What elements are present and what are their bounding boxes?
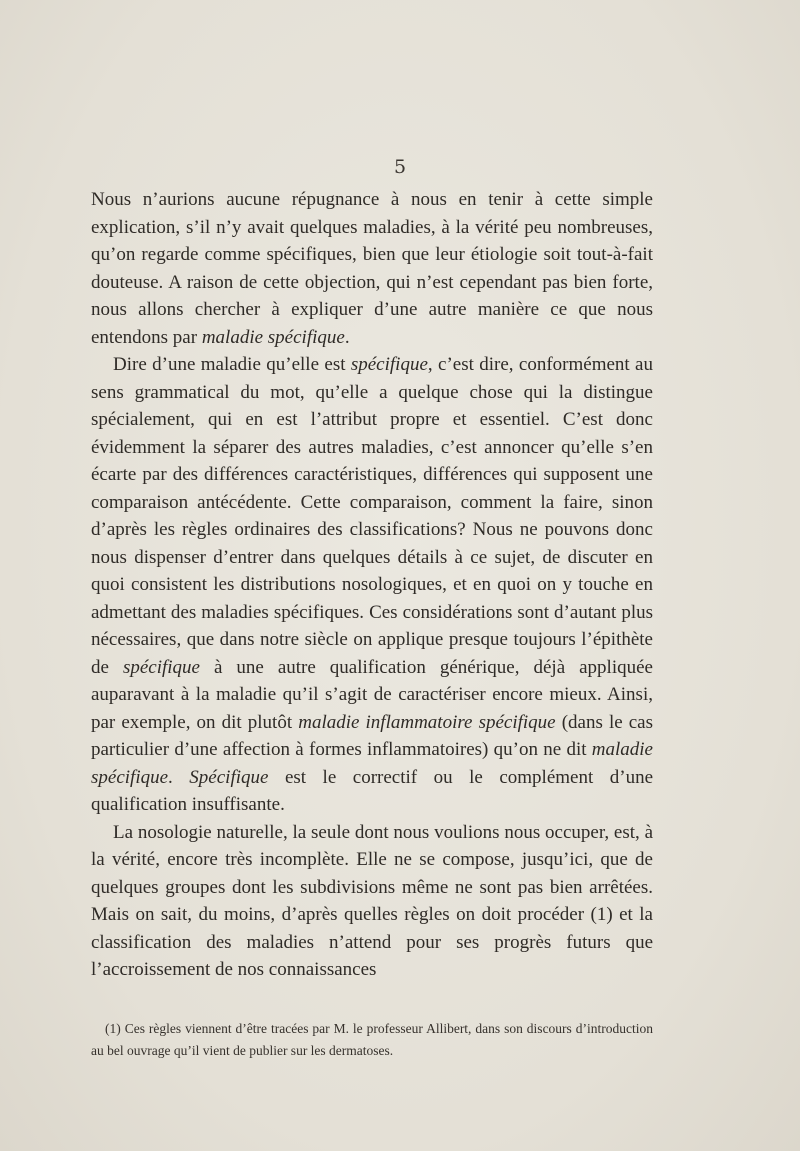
paragraph-2 — [91, 351, 653, 819]
text-run: (dans le cas particulier d’une affection à formes inflammatoires) qu’on ne dit — [91, 711, 654, 760]
italic-term: Spécifique — [189, 766, 269, 788]
paragraph-3 — [91, 819, 653, 984]
text-run: , c’est dire, conformément au sens grammatical du mot, qu’elle a quelque chose qui la distingue spécialement, qui en est l’attribut propre et essentiel. C’est donc évidemment la séparer des autres maladies, c’est annoncer qu’elle s’en écarte par des différences caractéristiques, différences qui supposent une comparaison antécédente. Cette comparaison, comment la faire, sinon d’après les règles ordinaires des classifications? Nous ne pouvons donc nous dispenser d’entrer dans quelques détails à ce sujet, de discuter en quoi consistent les distributions nosologiques, et en quoi on y touche en admettant des maladies spécifiques. Ces considérations sont d’autant plus nécessaires, que dans notre siècle on applique presque toujours l’épithète de — [91, 354, 653, 678]
text-run: La nosologie naturelle, la seule dont nous voulions nous occuper, est, à la vérité, encore très incomplète. Elle ne se compose, jusqu’ici, que de quelques groupes dont les subdivisions même ne sont pas bien arrêtées. Mais on sait, du moins, d’après quelles règles on doit procéder (1) et la classification des maladies n’attend pour ses progrès futurs que l’accroissement de nos connaissances — [91, 821, 653, 980]
italic-term: maladie inflammatoire spécifique — [298, 711, 556, 733]
italic-term: maladie spécifique — [201, 326, 345, 348]
paragraph-1 — [91, 186, 653, 351]
text-run: est le correctif ou le complément d’une qualification insuffisante. — [91, 766, 654, 815]
body-text — [91, 186, 653, 984]
italic-term: maladie spécifique — [91, 739, 653, 788]
page-number: 5 — [393, 156, 407, 178]
footnote — [91, 1018, 653, 1062]
italic-term: spécifique — [122, 656, 200, 678]
text-run: . — [168, 766, 190, 788]
text-run: . — [344, 326, 350, 348]
text-run: Nous n’aurions aucune répugnance à nous en tenir à cette simple explication, s’il n’y avait quelques maladies, à la vérité peu nombreuses, qu’on regarde comme spécifiques, bien que leur étiologie soit tout-à-fait douteuse. A raison de cette objection, qui n’est cependant pas bien forte, nous allons chercher à expliquer d’une autre manière ce que nous entendons par — [91, 189, 653, 348]
text-run: Dire d’une maladie qu’elle est — [113, 354, 351, 375]
italic-term: spécifique — [350, 354, 428, 375]
footnote-text: (1) Ces règles viennent d’être tracées par M. le professeur Allibert, dans son discours d’introduction au bel ouvrage qu’il vient de publier sur les dermatoses. — [91, 1021, 653, 1058]
text-run: à une autre qualification générique, déjà appliquée auparavant à la maladie qu’il s’agit de caractériser encore mieux. Ainsi, par exemple, on dit plutôt — [91, 656, 653, 733]
